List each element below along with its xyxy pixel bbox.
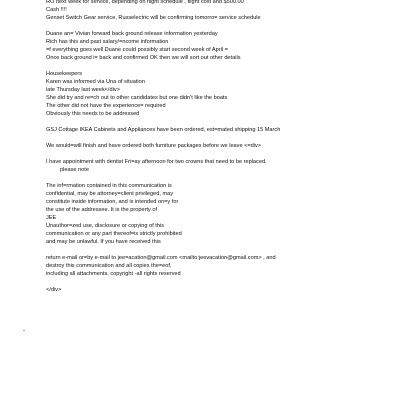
text-line: including all attachments. copyright -all rights reserved [46, 271, 181, 277]
text-line: Cash !!!! [46, 7, 67, 13]
disclaimer-line: The inf=rmation contained in this communication is [46, 183, 172, 189]
email-text-body [46, 0, 396, 294]
text-line: Duane an= Vivian forward back ground release information yesterday [46, 31, 218, 37]
text-line: She did try and re=ch out to other candidates but one didn't like the boats [46, 95, 228, 101]
disclaimer-line: Unauthor=zed use, disclosure or copying of this [46, 223, 165, 229]
text-line: GSJ Cottage IKEA Cabinets and Appliances have been ordered, est=mated shipping 15 March [46, 127, 281, 133]
disclaimer-line: constitute inside information, and is intended on=y for [46, 199, 179, 205]
text-line: Karen was informed via Una of situation [46, 79, 145, 85]
closing-tag-text: </div> [46, 287, 62, 293]
text-line: destroy this communication and all copies the=eof, [46, 263, 172, 269]
text-line: Rich has this and past salary/=ncome information [46, 39, 169, 45]
text-line: please note [60, 167, 89, 173]
stray-quote-mark: " [23, 330, 25, 336]
text-line: late Thursday last week</div> [46, 87, 120, 93]
text-line: RO next week for service, depending on flight schedule , flight cost and $500.00 [46, 0, 244, 5]
text-line: The other did not have the experience= required [46, 103, 166, 109]
text-line: =f everything goes well Duane could possibly start second week of April = [46, 47, 228, 53]
text-line: Genset Switch Gear service, Russelectric will be confirming tomorro= service schedule [46, 15, 261, 21]
text-line: Once back ground i= back and confirmed OK then we will sort out other details [46, 55, 241, 61]
text-line: We would=will finish and have ordered both furniture packages before we leave <=div> [46, 143, 262, 149]
disclaimer-line: confidential, may be attorney=client privileged, may [46, 191, 174, 197]
text-line: I have appointment with dentist Fri=ay afternoon for two crowns that need to be replaced. [46, 159, 267, 165]
text-line: return e-mail or=by e-mail to jee=acation@gmail.com <mailto:jeevacation@gmail.com> , and [46, 255, 276, 261]
disclaimer-line: JEE [46, 215, 57, 221]
disclaimer-line: the use of the addressee. It is the property of [46, 207, 158, 213]
section-heading-housekeepers: Housekeepers [46, 71, 83, 77]
disclaimer-line: communication or any part thereof=is strictly prohibited [46, 231, 182, 237]
text-line: Obviously this needs to be addressed [46, 111, 140, 117]
disclaimer-line: and may be unlawful. If you have received this [46, 239, 161, 245]
